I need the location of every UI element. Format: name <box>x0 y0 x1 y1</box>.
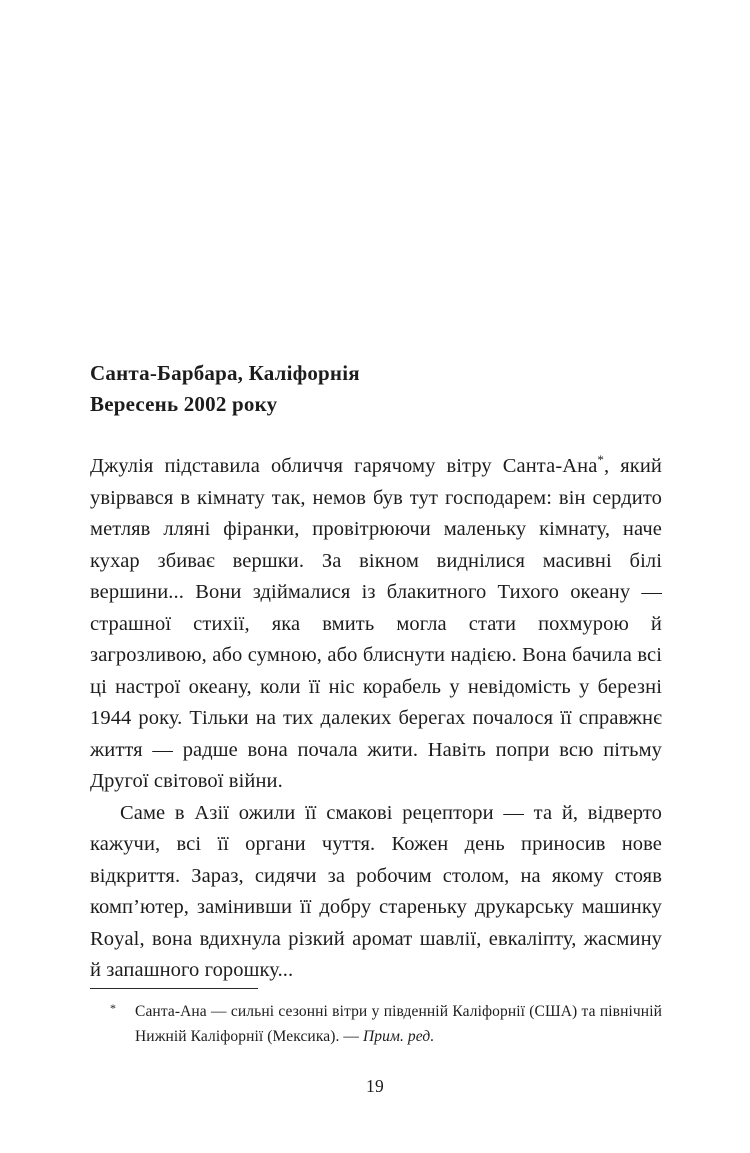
paragraph-1-text-after: , який увірвався в кімнату так, немов був тут господарем: він сердито метляв лляні фіранки, провітрюючи маленьку кімнату, наче кухар збиває вершки. За вікном виднілися масивні білі вершини... Вони здіймалися із блакитного Тихого океану — страшної стихії, яка вмить могла стати похмурою й загрозливою, або сумною, або блиснути надією. Вона бачила всі ці настрої океану, коли її ніс корабель у невідомість у березні 1944 року. Тільки на тих далеких берегах почалося її справжнє життя — радше вона почала жити. Навіть попри всю пітьму Другої світової війни. <box>90 455 662 792</box>
footnote-text: Санта-Ана — сильні сезонні вітри у південній Каліфорнії (США) та північній Нижній Каліфорнії (Мексика). — <box>135 1003 662 1045</box>
footnote-separator-rule <box>90 988 258 989</box>
text-column <box>90 0 662 987</box>
heading-location: Санта-Барбара, Каліфорнія <box>90 361 360 385</box>
footnote-marker-asterisk: * <box>110 1001 117 1015</box>
paragraph-2: Саме в Азії ожили її смакові рецептори — та й, відверто кажучи, всі її органи чуття. Кожен день приносив нове відкриття. Зараз, сидячи за робочим столом, на якому стояв комп’ютер, замінивши її добру стареньку друкарську машинку Royal, вона вдихнула різкий аромат шавлії, евкаліпту, жасмину й запашного горошку... <box>90 801 662 981</box>
chapter-heading <box>90 0 662 420</box>
heading-date: Вересень 2002 року <box>90 392 278 416</box>
footnote-source: Прим. ред. <box>363 1028 435 1045</box>
paragraph-1-text-before: Джулія підставила обличчя гарячому вітру Санта-Ана <box>90 455 598 477</box>
page-number: 19 <box>365 1076 385 1096</box>
footnote-reference-asterisk: * <box>597 452 605 468</box>
paragraph-1 <box>90 451 662 798</box>
footnote-block <box>90 988 662 1049</box>
footnote <box>90 999 662 1049</box>
